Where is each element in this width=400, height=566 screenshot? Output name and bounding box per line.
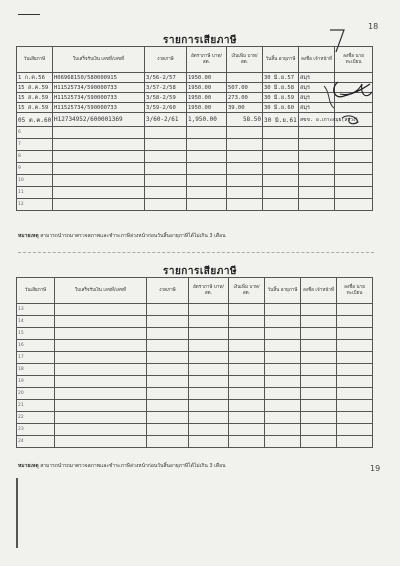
cell-receipt: H11525734/590000733 [53, 83, 145, 93]
cell-period: 3/56-2/57 [145, 73, 187, 83]
table-row [17, 304, 373, 316]
row-number: 10 [17, 175, 53, 187]
row-number: 11 [17, 187, 53, 199]
corner-mark-top [18, 14, 40, 15]
page-number-bottom: 19 [370, 464, 381, 473]
corner-mark-bottom [16, 478, 18, 548]
cell-tax: 1950.00 [187, 73, 227, 83]
cell-date: 15 ส.ค.59 [17, 103, 53, 113]
table-row [17, 175, 373, 187]
table-row [17, 352, 373, 364]
row-number: 20 [17, 388, 55, 400]
header-expiry: วันสิ้น อายุภาษี [265, 278, 301, 304]
header-period: งวดภาษี [147, 278, 189, 304]
cell-tax: 1950.00 [187, 103, 227, 113]
page-title-bottom: รายการเสียภาษี [162, 266, 238, 277]
table-row [17, 400, 373, 412]
cell-date: 15 ส.ค.59 [17, 83, 53, 93]
cell-extra: 58.50 [227, 113, 263, 127]
table-row [17, 163, 373, 175]
header-officer: ลงชื่อ เจ้าหน้าที่ [299, 47, 335, 73]
cell-officer: สมุร [299, 93, 335, 103]
header-date: วันเสียภาษี [17, 278, 55, 304]
page-title-top: รายการเสียภาษี [162, 35, 238, 46]
header-officer: ลงชื่อ เจ้าหน้าที่ [301, 278, 337, 304]
row-number: 7 [17, 139, 53, 151]
cell-tax: 1950.00 [187, 93, 227, 103]
row-number: 8 [17, 151, 53, 163]
tax-table-bottom [16, 277, 373, 448]
row-number: 18 [17, 364, 55, 376]
note-label: หมายเหตุ [18, 233, 39, 239]
handwritten-signature [300, 22, 380, 142]
cell-date: 05 ต.ค.60 [17, 113, 53, 127]
cell-extra: 507.00 [227, 83, 263, 93]
cell-period: 3/57-2/58 [145, 83, 187, 93]
row-number: 13 [17, 304, 55, 316]
cell-extra: 273.00 [227, 93, 263, 103]
header-registrar: ลงชื่อ นายทะเบียน [337, 278, 373, 304]
table-row [17, 376, 373, 388]
cell-expiry: 30 มิ.ย.59 [263, 93, 299, 103]
row-number: 6 [17, 127, 53, 139]
cell-date: 15 ส.ค.59 [17, 93, 53, 103]
cell-expiry: 30 มิ.ย.60 [263, 103, 299, 113]
note-top [18, 232, 226, 240]
row-number: 23 [17, 424, 55, 436]
note-bottom [18, 462, 226, 470]
cell-period: 3/59-2/60 [145, 103, 187, 113]
note-label: หมายเหตุ [18, 463, 39, 469]
header-period: งวดภาษี [145, 47, 187, 73]
header-extra: เงินเพิ่ม บาท/สต. [229, 278, 265, 304]
page-divider [18, 252, 374, 253]
cell-expiry: 30 มิ.ย.61 [263, 113, 299, 127]
note-text: สามารถนำรถมาตรวจสภาพและชำระภาษีล่วงหน้าก่อนวันสิ้นอายุภาษีได้ไม่เกิน 3 เดือน [40, 233, 226, 239]
row-number: 22 [17, 412, 55, 424]
row-number: 24 [17, 436, 55, 448]
header-date: วันเสียภาษี [17, 47, 53, 73]
cell-tax: 1950.00 [187, 83, 227, 93]
row-number: 14 [17, 316, 55, 328]
note-text: สามารถนำรถมาตรวจสภาพและชำระภาษีล่วงหน้าก่อนวันสิ้นอายุภาษีได้ไม่เกิน 3 เดือน [40, 463, 226, 469]
cell-period: 3/58-2/59 [145, 93, 187, 103]
header-row [17, 278, 373, 304]
header-receipt: ใบเสร็จรับเงิน เลขที่/เลขที่ [53, 47, 145, 73]
table-row [17, 187, 373, 199]
table-row [17, 388, 373, 400]
cell-receipt: H11525734/590000733 [53, 103, 145, 113]
cell-expiry: 30 มิ.ย.58 [263, 83, 299, 93]
table-row [17, 364, 373, 376]
row-number: 21 [17, 400, 55, 412]
cell-expiry: 30 มิ.ย.57 [263, 73, 299, 83]
header-expiry: วันสิ้น อายุภาษี [263, 47, 299, 73]
row-number: 9 [17, 163, 53, 175]
table-row [17, 151, 373, 163]
row-number: 15 [17, 328, 55, 340]
cell-period: 3/60-2/61 [145, 113, 187, 127]
row-number: 12 [17, 199, 53, 211]
row-number: 16 [17, 340, 55, 352]
cell-extra [227, 73, 263, 83]
cell-receipt: H12734952/600001369 [53, 113, 145, 127]
cell-receipt: H06968150/580000915 [53, 73, 145, 83]
table-row [17, 316, 373, 328]
header-extra: เงินเพิ่ม บาท/สต. [227, 47, 263, 73]
row-number: 17 [17, 352, 55, 364]
table-row [17, 412, 373, 424]
table-row [17, 424, 373, 436]
table-row [17, 340, 373, 352]
table-row [17, 328, 373, 340]
cell-officer: สมุร [299, 103, 335, 113]
row-number: 19 [17, 376, 55, 388]
header-registrar: ลงชื่อ นายทะเบียน [335, 47, 373, 73]
cell-date: 1 ก.ค.56 [17, 73, 53, 83]
cell-receipt: H11525734/590000733 [53, 93, 145, 103]
table-row [17, 199, 373, 211]
header-tax: อัตราภาษี บาท/สต. [189, 278, 229, 304]
page-number-top: 18 [368, 22, 379, 31]
table-row [17, 436, 373, 448]
header-tax: อัตราภาษี บาท/สต. [187, 47, 227, 73]
cell-officer: สขข. อ.เกาะสมุย(สรวง) [299, 113, 335, 127]
cell-extra: 39.00 [227, 103, 263, 113]
header-receipt: ใบเสร็จรับเงิน เลขที่/เลขที่ [55, 278, 147, 304]
cell-tax: 1,950.00 [187, 113, 227, 127]
cell-officer: สมุร [299, 73, 335, 83]
cell-officer: สมุร [299, 83, 335, 93]
